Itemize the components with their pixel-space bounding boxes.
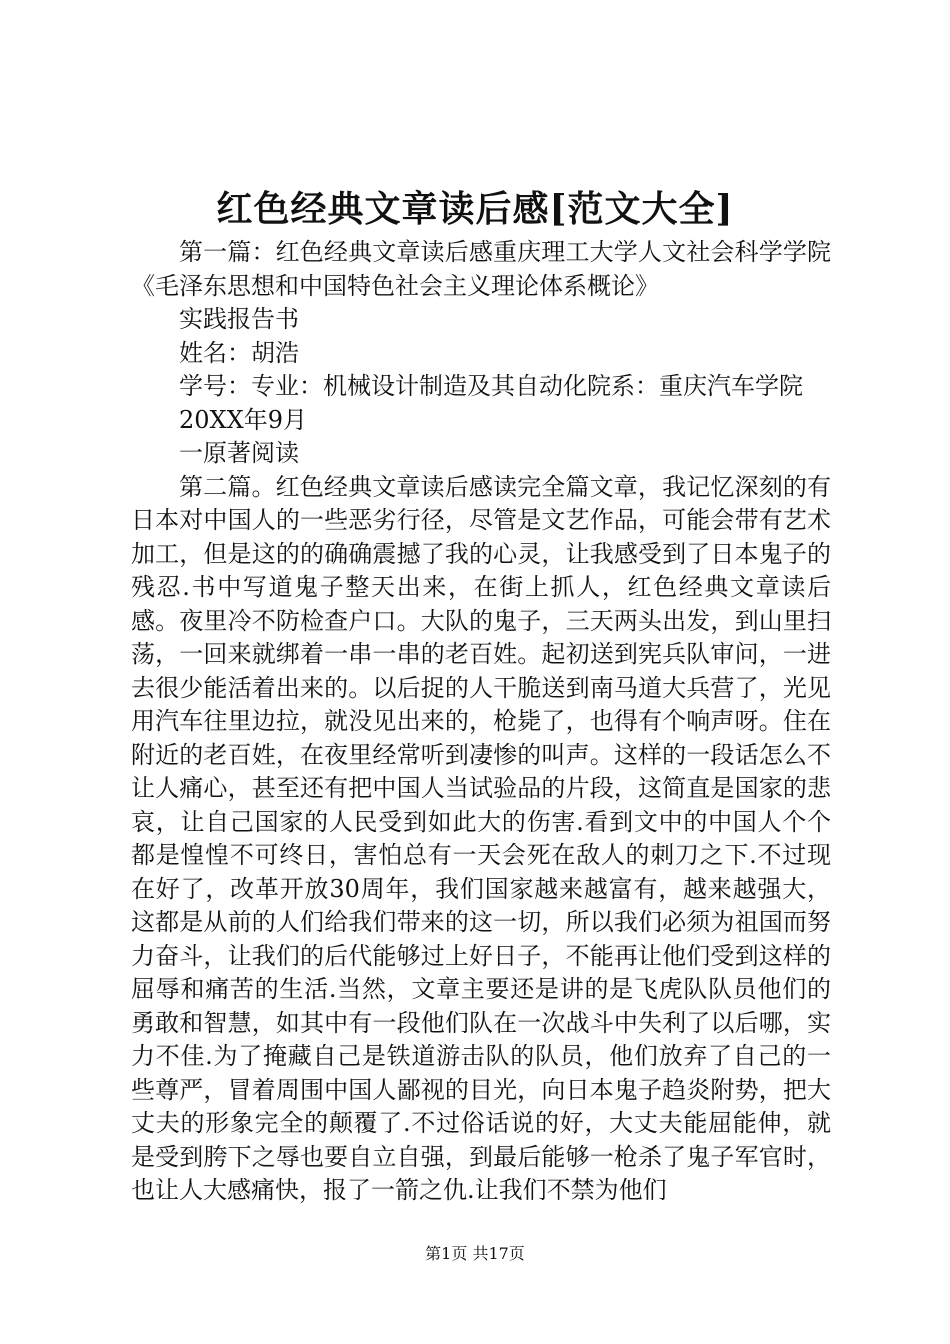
document-title: 红色经典文章读后感[范文大全] — [216, 188, 734, 230]
paragraph-section-heading: 一原著阅读 — [179, 439, 299, 467]
paragraph-date: 20XX年9月 — [179, 405, 307, 434]
document-body — [131, 236, 831, 1208]
paragraph-first-article: 第一篇：红色经典文章读后感重庆理工大学人文社会科学学院《毛泽东思想和中国特色社会主义理论体系概论》 — [131, 238, 831, 300]
page-footer: 第1页 共17页 — [425, 1244, 525, 1263]
paragraph-student-info: 学号：专业：机械设计制造及其自动化院系：重庆汽车学院 — [179, 372, 803, 400]
paragraph-report-title: 实践报告书 — [179, 305, 299, 333]
paragraph-name: 姓名：胡浩 — [179, 338, 299, 367]
paragraph-second-article: 第二篇。红色经典文章读后感读完全篇文章，我记忆深刻的有日本对中国人的一些恶劣行径，尽管是文艺作品，可能会带有艺术加工，但是这的的确确震撼了我的心灵，让我感受到了日本鬼子的残忍.书中写道鬼子整天出来，在街上抓人，红色经典文章读后感。夜里冷不防检查户口。大队的鬼子，三天两头出发，到山里扫荡，一回来就绑着一串一串的老百姓。起初送到宪兵队审问，一进去很少能活着出来的。以后捉的人干脆送到南马道大兵营了，光见用汽车往里边拉，就没见出来的，枪毙了，也得有个响声呀。住在附近的老百姓，在夜里经常听到凄惨的叫声。这样的一段话怎么不让人痛心，甚至还有把中国人当试验品的片段，这简直是国家的悲哀，让自己国家的人民受到如此大的伤害.看到文中的中国人个个都是惶惶不可终日，害怕总有一天会死在敌人的刺刀之下.不过现在好了，改革开放30周年，我们国家越来越富有，越来越强大，这都是从前的人们给我们带来的这一切，所以我们必须为祖国而努力奋斗，让我们的后代能够过上好日子，不能再让他们受到这样的屈辱和痛苦的生活.当然，文章主要还是讲的是飞虎队队员他们的勇敢和智慧，如其中有一段他们队在一次战斗中失利了以后哪，实力不佳.为了掩藏自己是铁道游击队的队员，他们放弃了自己的一些尊严，冒着周围中国人鄙视的目光，向日本鬼子趋炎附势，把大丈夫的形象完全的颠覆了.不过俗话说的好，大丈夫能屈能伸，就是受到胯下之辱也要自立自强，到最后能够一枪杀了鬼子军官时，也让人大感痛快，报了一箭之仇.让我们不禁为他们 — [131, 472, 831, 1204]
